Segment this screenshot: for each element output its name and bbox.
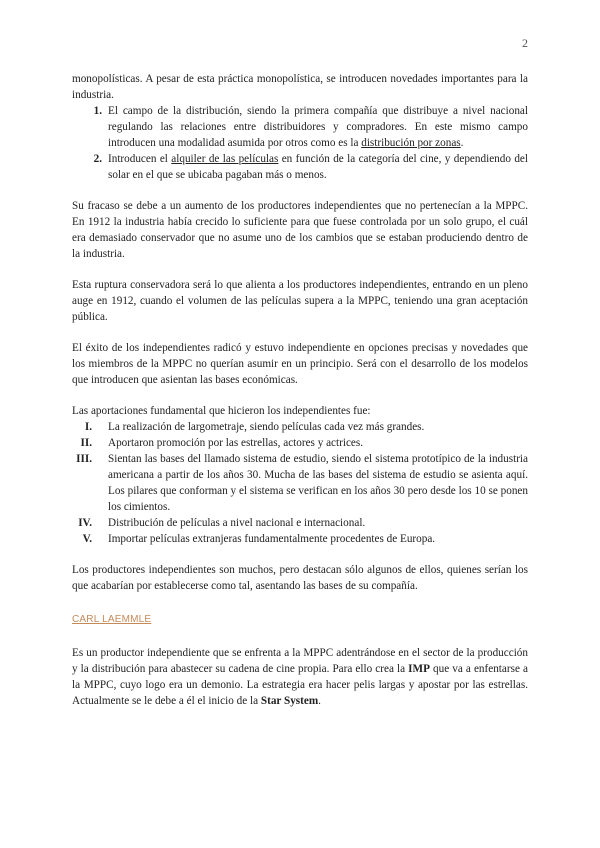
paragraph-text: Es un productor independiente que se enfrenta a la MPPC adentrándose en el sector de la producción y la distribución para abastecer su cadena de cine propia. Para ello crea la xyxy=(72,647,528,675)
list-item xyxy=(72,531,528,547)
list-item xyxy=(72,419,528,435)
paragraph-text: que va a enfentarse a la MPPC, cuyo logo era un demonio. La estrategia era hacer pelis largas y apostar por las estrellas. Actualmente se le debe a él el inicio de la xyxy=(72,663,528,707)
numbered-list xyxy=(72,103,528,183)
roman-list xyxy=(72,419,528,547)
paragraph-productores: Los productores independientes son muchos, pero destacan sólo algunos de ellos, quienes serían los que acabarían por establecerse como tal, asentando las bases de su compañía. xyxy=(72,564,528,592)
bold-term-star-system: Star System xyxy=(260,695,319,707)
list-item-text: Distribución de películas a nivel nacional e internacional. xyxy=(108,517,366,529)
paragraph-ruptura: Esta ruptura conservadora será lo que alienta a los productores independientes, entrando en un pleno auge en 1912, cuando el volumen de las películas supera a la MPPC, teniendo una gran aceptación pública. xyxy=(72,279,528,323)
list-item xyxy=(72,103,528,151)
list-item-text-end: . xyxy=(460,137,464,149)
list-marker: IV. xyxy=(78,517,92,529)
bold-term-imp: IMP xyxy=(408,663,430,675)
list-item-text: La realización de largometraje, siendo películas cada vez más grandes. xyxy=(108,421,425,433)
list-item-text: Importar películas extranjeras fundamentalmente procedentes de Europa. xyxy=(108,533,436,545)
contributions-intro: Las aportaciones fundamental que hicieron los independientes fue: xyxy=(72,405,371,417)
list-item-text-end: en función de la categoría del cine, y dependiendo del solar en el que se ubicaba pagaban más o menos. xyxy=(108,153,528,181)
list-item xyxy=(72,151,528,183)
page-content xyxy=(72,71,528,709)
list-marker: II. xyxy=(80,437,92,449)
paragraph-text-end: . xyxy=(318,695,321,707)
section-heading: CARL LAEMMLE xyxy=(72,614,152,625)
underlined-term: alquiler de las películas xyxy=(171,153,279,165)
list-item-text: Sientan las bases del llamado sistema de estudio, siendo el sistema prototípico de la industria americana a partir de los años 30. Mucha de las bases del sistema de estudio se asienta aquí. Los pilares que conforman y el sistema se verifican en los años 30 pero desde los 10 se ponen los cimientos. xyxy=(108,453,528,513)
list-marker: V. xyxy=(82,533,92,545)
list-item xyxy=(72,435,528,451)
list-item xyxy=(72,451,528,515)
list-item-text: Introducen el xyxy=(108,153,172,165)
intro-paragraph: monopolísticas. A pesar de esta práctica monopolística, se introducen novedades importantes para la industria. xyxy=(72,73,528,101)
underlined-term: distribución por zonas xyxy=(361,137,461,149)
list-item-text: El campo de la distribución, siendo la primera compañía que distribuye a nivel nacional regulando las relaciones entre distribuidores y compradores. En este mismo campo introducen una modalidad asumida por otros como es la xyxy=(108,105,528,149)
list-marker: III. xyxy=(76,453,92,465)
page-number: 2 xyxy=(522,36,528,50)
list-item xyxy=(72,515,528,531)
paragraph-fracaso: Su fracaso se debe a un aumento de los productores independientes que no pertenecían a la MPPC. En 1912 la industria había crecido lo suficiente para que fuese controlada por un solo grupo, el cuál era demasiado conservador que no asume uno de los cambios que se estaban produciendo dentro de la industria. xyxy=(72,200,528,260)
list-item-text: Aportaron promoción por las estrellas, actores y actrices. xyxy=(108,437,364,449)
paragraph-laemmle xyxy=(72,645,528,709)
list-marker: 1. xyxy=(93,105,102,117)
list-marker: I. xyxy=(84,421,92,433)
paragraph-exito: El éxito de los independientes radicó y estuvo independiente en opciones precisas y novedades que los miembros de la MPPC no querían asumir en un principio. Será con el desarrollo de los modelos que introducen que asientan las bases económicas. xyxy=(72,342,528,386)
list-marker: 2. xyxy=(93,153,102,165)
